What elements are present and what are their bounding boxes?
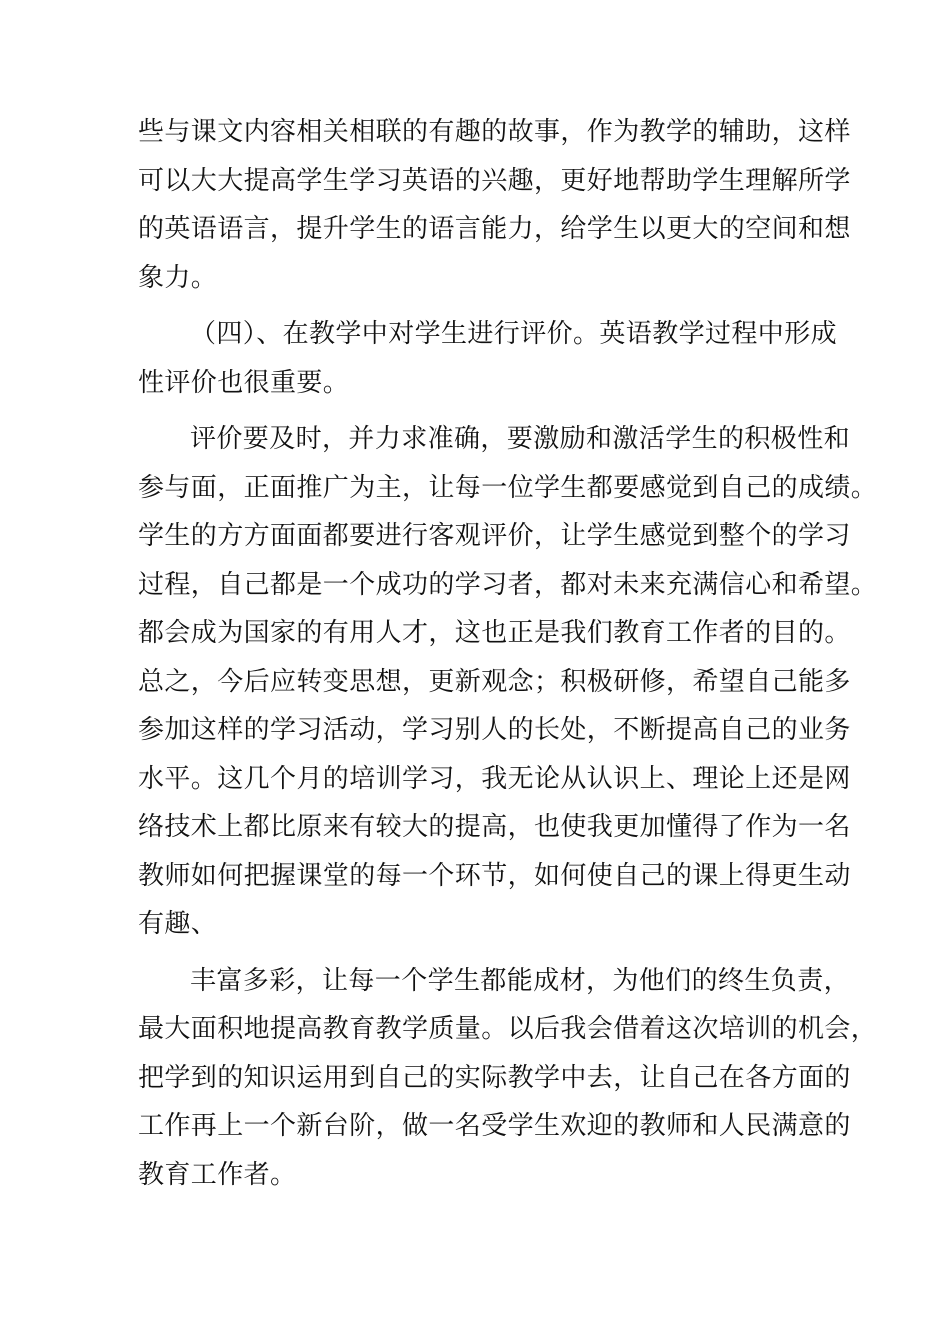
- text-line: 络技术上都比原来有较大的提高，也使我更加懂得了作为一名: [138, 812, 851, 842]
- paragraph-2: [138, 310, 838, 407]
- text-line: 性评价也很重要。: [138, 367, 350, 398]
- paragraph-1: [138, 108, 851, 302]
- paragraph-3: [138, 415, 878, 949]
- text-line: 些与课文内容相关相联的有趣的故事，作为教学的辅助，这样: [138, 117, 851, 147]
- text-line: 最大面积地提高教育教学质量。以后我会借着这次培训的机会，: [138, 1014, 878, 1044]
- text-line: 的英语语言，提升学生的语言能力，给学生以更大的空间和想: [138, 214, 851, 244]
- text-line: 评价要及时，并力求准确，要激励和激活学生的积极性和: [190, 424, 851, 454]
- text-line: 过程，自己都是一个成功的学习者，都对未来充满信心和希望。: [138, 569, 878, 600]
- document-body: [138, 108, 878, 1199]
- text-line: 有趣、: [138, 909, 218, 939]
- text-line: 学生的方方面面都要进行客观评价，让学生感觉到整个的学习: [138, 521, 851, 551]
- paragraph-4: [138, 957, 878, 1200]
- text-line: 参与面，正面推广为主，让每一位学生都要感觉到自己的成绩。: [138, 472, 878, 503]
- text-line: 总之，今后应转变思想，更新观念；积极研修，希望自己能多: [138, 666, 851, 697]
- text-line: （四）、在教学中对学生进行评价。英语教学过程中形成: [190, 319, 838, 349]
- text-line: 都会成为国家的有用人才，这也正是我们教育工作者的目的。: [138, 618, 851, 648]
- text-line: 可以大大提高学生学习英语的兴趣，更好地帮助学生理解所学: [138, 165, 851, 196]
- text-line: 象力。: [138, 262, 218, 293]
- text-line: 把学到的知识运用到自己的实际教学中去，让自己在各方面的: [138, 1062, 851, 1093]
- text-line: 教师如何把握课堂的每一个环节，如何使自己的课上得更生动: [138, 860, 851, 891]
- text-line: 教育工作者。: [138, 1159, 297, 1190]
- text-line: 丰富多彩，让每一个学生都能成材，为他们的终生负责，: [190, 965, 851, 996]
- text-line: 参加这样的学习活动，学习别人的长处，不断提高自己的业务: [138, 715, 851, 745]
- text-line: 水平。这几个月的培训学习，我无论从认识上、理论上还是网: [138, 763, 851, 794]
- text-line: 工作再上一个新台阶，做一名受学生欢迎的教师和人民满意的: [138, 1111, 851, 1141]
